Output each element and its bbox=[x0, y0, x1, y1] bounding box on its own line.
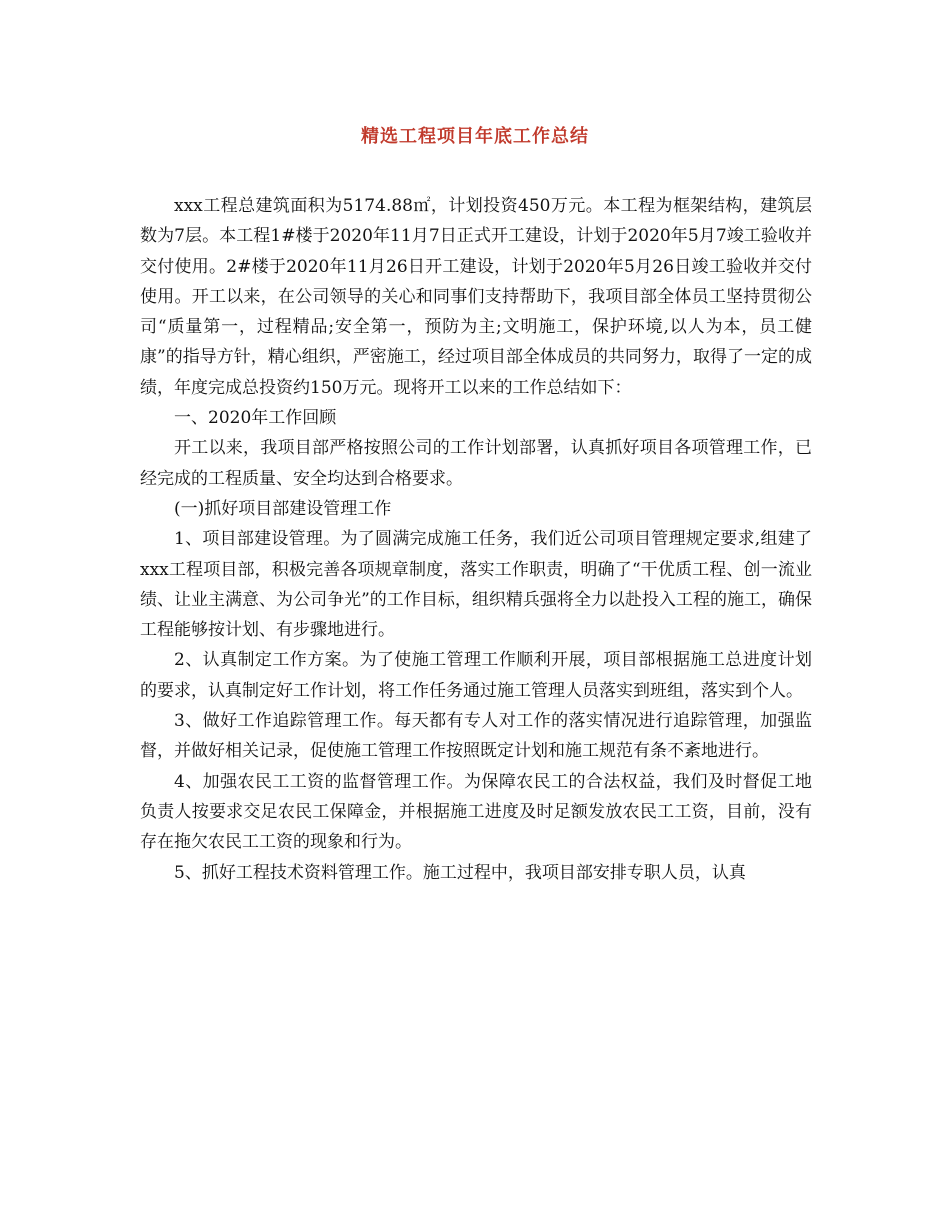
paragraph-item-3: 3、做好工作追踪管理工作。每天都有专人对工作的落实情况进行追踪管理，加强监督，并做好相关记录，促使施工管理工作按照既定计划和施工规范有条不紊地进行。 bbox=[140, 711, 812, 762]
document-title: 精选工程项目年底工作总结 bbox=[361, 126, 589, 147]
section-heading-review: 一、2020年工作回顾 bbox=[174, 408, 337, 429]
paragraph-item-5: 5、抓好工程技术资料管理工作。施工过程中，我项目部安排专职人员，认真 bbox=[174, 862, 746, 883]
paragraph-item-4: 4、加强农民工工资的监督管理工作。为保障农民工的合法权益，我们及时督促工地负责人按要求交足农民工保障金，并根据施工进度及时足额发放农民工工资，目前，没有存在拖欠农民工工资的现象和行为。 bbox=[140, 771, 812, 853]
paragraph-item-2: 2、认真制定工作方案。为了使施工管理工作顺利开展，项目部根据施工总进度计划的要求，认真制定好工作计划，将工作任务通过施工管理人员落实到班组，落实到个人。 bbox=[140, 650, 812, 701]
document-body bbox=[140, 191, 812, 888]
paragraph-intro: xxx工程总建筑面积为5174.88㎡，计划投资450万元。本工程为框架结构，建筑层数为7层。本工程1#楼于2020年11月7日正式开工建设，计划于2020年5月7竣工验收并交付使用。2#楼于2020年11月26日开工建设，计划于2020年5月26日竣工验收并交付使用。开工以来，在公司领导的关心和同事们支持帮助下，我项目部全体员工坚持贯彻公司“质量第一，过程精品;安全第一，预防为主;文明施工，保护环境,以人为本，员工健康”的指导方针，精心组织，严密施工，经过项目部全体成员的共同努力，取得了一定的成绩，年度完成总投资约150万元。现将开工以来的工作总结如下： bbox=[140, 196, 812, 398]
paragraph-item-1: 1、项目部建设管理。为了圆满完成施工任务，我们近公司项目管理规定要求,组建了xxx工程项目部，积极完善各项规章制度，落实工作职责，明确了“干优质工程、创一流业绩、让业主满意、为公司争光”的工作目标，组织精兵强将全力以赴投入工程的施工，确保工程能够按计划、有步骤地进行。 bbox=[140, 529, 812, 641]
subsection-heading: (一)抓好项目部建设管理工作 bbox=[174, 498, 392, 519]
paragraph: 开工以来，我项目部严格按照公司的工作计划部署，认真抓好项目各项管理工作，已经完成的工程质量、安全均达到合格要求。 bbox=[140, 438, 812, 489]
